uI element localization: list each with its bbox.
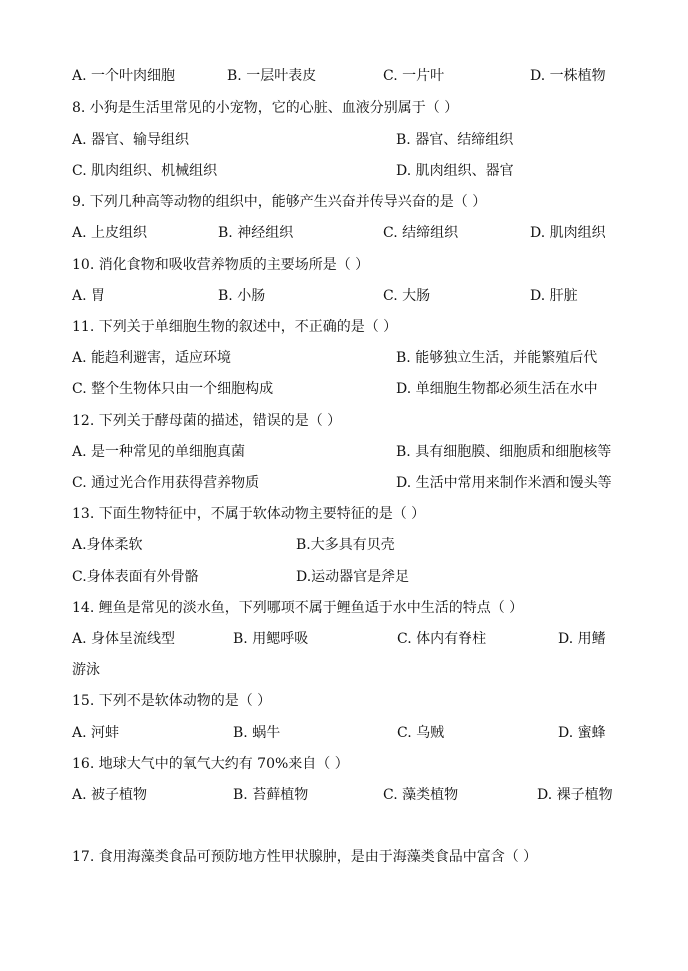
q9-stem: 9. 下列几种高等动物的组织中，能够产生兴奋并传导兴奋的是（ ）: [72, 194, 487, 210]
q13-option-d: D.运动器官是斧足: [296, 569, 410, 585]
q15-option-b: B. 蜗牛: [233, 725, 281, 741]
q8-stem: 8. 小狗是生活里常见的小宠物，它的心脏、血液分别属于（ ）: [72, 100, 459, 116]
q7-option-a: A. 一个叶肉细胞: [72, 68, 176, 84]
q11-option-c: C. 整个生物体只由一个细胞构成: [72, 381, 274, 397]
q8-option-a: A. 器官、输导组织: [72, 132, 190, 148]
q16-option-c: C. 藻类植物: [383, 787, 459, 803]
q7-option-c: C. 一片叶: [383, 68, 445, 84]
q16-option-d: D. 裸子植物: [537, 787, 613, 803]
q9-option-b: B. 神经组织: [218, 225, 294, 241]
q11-option-a: A. 能趋利避害，适应环境: [72, 350, 232, 366]
q8-option-b: B. 器官、结缔组织: [396, 132, 514, 148]
q14-stem: 14. 鲤鱼是常见的淡水鱼，下列哪项不属于鲤鱼适于水中生活的特点（ ）: [72, 600, 524, 616]
q9-option-a: A. 上皮组织: [72, 225, 148, 241]
q8-option-d: D. 肌肉组织、器官: [396, 163, 514, 179]
q10-option-d: D. 肝脏: [530, 288, 578, 304]
q13-stem: 13. 下面生物特征中，不属于软体动物主要特征的是（ ）: [72, 506, 426, 522]
q10-stem: 10. 消化食物和吸收营养物质的主要场所是（ ）: [72, 257, 370, 273]
q9-option-c: C. 结缔组织: [383, 225, 459, 241]
q14-option-c: C. 体内有脊柱: [397, 631, 487, 647]
q12-option-c: C. 通过光合作用获得营养物质: [72, 475, 260, 491]
q13-option-c: C.身体表面有外骨骼: [72, 569, 199, 585]
q14-option-a: A. 身体呈流线型: [72, 631, 176, 647]
q8-option-c: C. 肌肉组织、机械组织: [72, 163, 218, 179]
q13-option-b: B.大多具有贝壳: [296, 537, 395, 553]
q14-option-d-continued: 游泳: [72, 662, 100, 678]
q12-option-a: A. 是一种常见的单细胞真菌: [72, 444, 246, 460]
q11-option-b: B. 能够独立生活，并能繁殖后代: [396, 350, 598, 366]
q9-option-d: D. 肌肉组织: [530, 225, 606, 241]
q7-option-b: B. 一层叶表皮: [227, 68, 317, 84]
q14-option-b: B. 用鳃呼吸: [233, 631, 309, 647]
q15-option-a: A. 河蚌: [72, 725, 120, 741]
q12-option-b: B. 具有细胞膜、细胞质和细胞核等: [396, 444, 612, 460]
q10-option-b: B. 小肠: [218, 288, 266, 304]
q15-option-c: C. 乌贼: [397, 725, 445, 741]
q15-stem: 15. 下列不是软体动物的是（ ）: [72, 693, 272, 709]
q16-option-b: B. 苔藓植物: [233, 787, 309, 803]
q10-option-a: A. 胃: [72, 288, 106, 304]
q10-option-c: C. 大肠: [383, 288, 431, 304]
q11-option-d: D. 单细胞生物都必须生活在水中: [396, 381, 598, 397]
q15-option-d: D. 蜜蜂: [558, 725, 606, 741]
q16-option-a: A. 被子植物: [72, 787, 148, 803]
q13-option-a: A.身体柔软: [72, 537, 143, 553]
q12-option-d: D. 生活中常用来制作米酒和馒头等: [396, 475, 612, 491]
q17-stem: 17. 食用海藻类食品可预防地方性甲状腺肿，是由于海藻类食品中富含（ ）: [72, 849, 538, 865]
q7-option-d: D. 一株植物: [530, 68, 606, 84]
q14-option-d: D. 用鳍: [558, 631, 606, 647]
q16-stem: 16. 地球大气中的氧气大约有 70%来自（ ）: [72, 756, 349, 772]
q12-stem: 12. 下列关于酵母菌的描述，错误的是（ ）: [72, 413, 342, 429]
q11-stem: 11. 下列关于单细胞生物的叙述中，不正确的是（ ）: [72, 319, 398, 335]
